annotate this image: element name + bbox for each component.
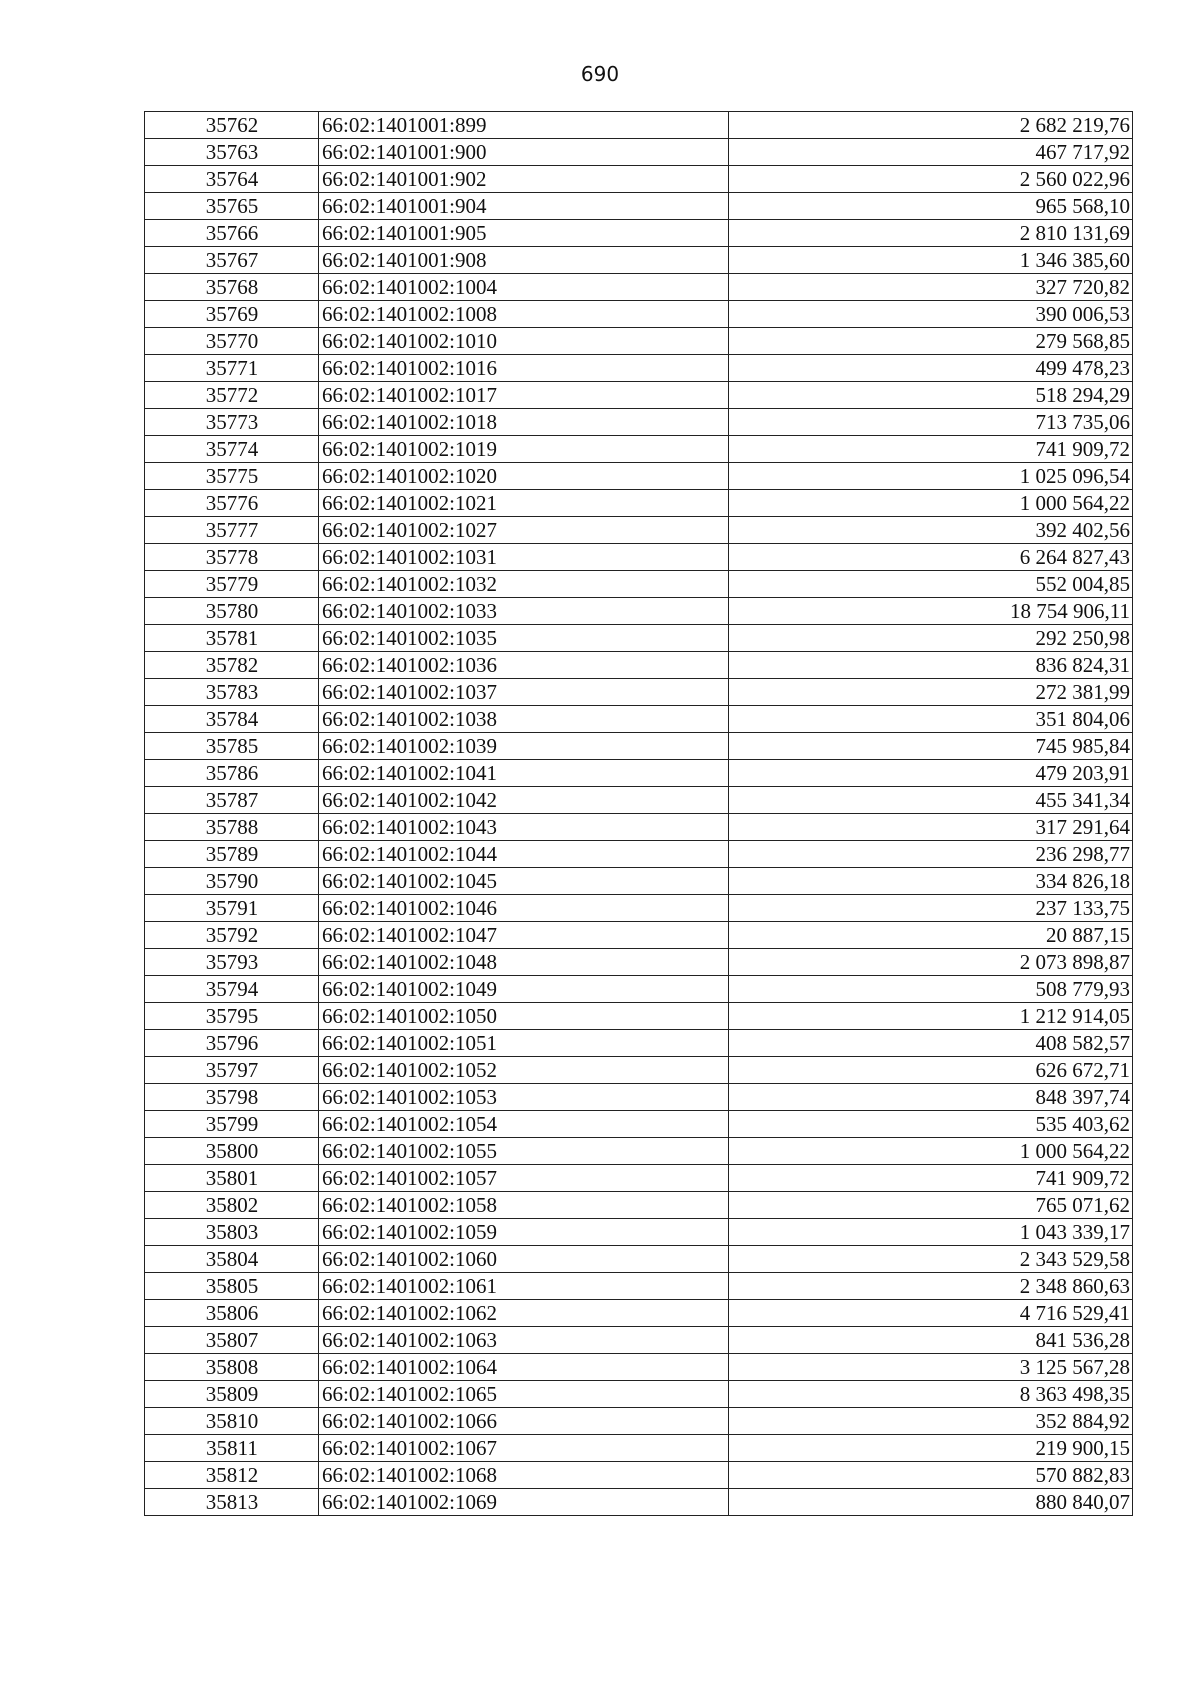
cadastral-value: 2 073 898,87 — [729, 949, 1133, 976]
cadastral-number: 66:02:1401002:1010 — [319, 328, 729, 355]
row-number: 35772 — [145, 382, 319, 409]
table-row — [145, 1489, 1133, 1516]
table-row — [145, 1381, 1133, 1408]
row-number: 35784 — [145, 706, 319, 733]
cadastral-value: 2 682 219,76 — [729, 112, 1133, 139]
row-number: 35792 — [145, 922, 319, 949]
cadastral-number: 66:02:1401002:1054 — [319, 1111, 729, 1138]
table-row — [145, 814, 1133, 841]
cadastral-value: 765 071,62 — [729, 1192, 1133, 1219]
cadastral-number: 66:02:1401002:1053 — [319, 1084, 729, 1111]
row-number: 35782 — [145, 652, 319, 679]
table-row — [145, 733, 1133, 760]
table-row — [145, 949, 1133, 976]
table-row — [145, 1030, 1133, 1057]
row-number: 35807 — [145, 1327, 319, 1354]
row-number: 35776 — [145, 490, 319, 517]
cadastral-value: 836 824,31 — [729, 652, 1133, 679]
table-row — [145, 436, 1133, 463]
table-row — [145, 1300, 1133, 1327]
cadastral-value: 1 000 564,22 — [729, 1138, 1133, 1165]
cadastral-number: 66:02:1401002:1069 — [319, 1489, 729, 1516]
table-row — [145, 301, 1133, 328]
row-number: 35771 — [145, 355, 319, 382]
row-number: 35767 — [145, 247, 319, 274]
row-number: 35808 — [145, 1354, 319, 1381]
cadastral-value: 1 025 096,54 — [729, 463, 1133, 490]
cadastral-value: 327 720,82 — [729, 274, 1133, 301]
cadastral-number: 66:02:1401002:1039 — [319, 733, 729, 760]
cadastral-number: 66:02:1401002:1065 — [319, 1381, 729, 1408]
cadastral-number: 66:02:1401002:1020 — [319, 463, 729, 490]
cadastral-number: 66:02:1401001:908 — [319, 247, 729, 274]
table-row — [145, 193, 1133, 220]
table-row — [145, 382, 1133, 409]
row-number: 35809 — [145, 1381, 319, 1408]
cadastral-number: 66:02:1401002:1032 — [319, 571, 729, 598]
cadastral-value-table — [144, 111, 1133, 1516]
table-row — [145, 1246, 1133, 1273]
cadastral-number: 66:02:1401002:1048 — [319, 949, 729, 976]
cadastral-value: 965 568,10 — [729, 193, 1133, 220]
cadastral-number: 66:02:1401002:1063 — [319, 1327, 729, 1354]
row-number: 35783 — [145, 679, 319, 706]
table-row — [145, 571, 1133, 598]
cadastral-value: 518 294,29 — [729, 382, 1133, 409]
cadastral-number: 66:02:1401002:1066 — [319, 1408, 729, 1435]
cadastral-number: 66:02:1401001:899 — [319, 112, 729, 139]
table-row — [145, 1327, 1133, 1354]
row-number: 35766 — [145, 220, 319, 247]
cadastral-number: 66:02:1401002:1064 — [319, 1354, 729, 1381]
table-row — [145, 112, 1133, 139]
table-row — [145, 166, 1133, 193]
cadastral-value: 219 900,15 — [729, 1435, 1133, 1462]
table-row — [145, 1408, 1133, 1435]
table-row — [145, 1462, 1133, 1489]
row-number: 35785 — [145, 733, 319, 760]
cadastral-number: 66:02:1401002:1041 — [319, 760, 729, 787]
row-number: 35794 — [145, 976, 319, 1003]
row-number: 35804 — [145, 1246, 319, 1273]
row-number: 35762 — [145, 112, 319, 139]
row-number: 35770 — [145, 328, 319, 355]
cadastral-number: 66:02:1401002:1038 — [319, 706, 729, 733]
row-number: 35781 — [145, 625, 319, 652]
cadastral-number: 66:02:1401002:1058 — [319, 1192, 729, 1219]
table-row — [145, 598, 1133, 625]
cadastral-number: 66:02:1401002:1037 — [319, 679, 729, 706]
cadastral-number: 66:02:1401002:1068 — [319, 1462, 729, 1489]
table-body — [145, 112, 1133, 1516]
row-number: 35769 — [145, 301, 319, 328]
cadastral-value: 499 478,23 — [729, 355, 1133, 382]
row-number: 35791 — [145, 895, 319, 922]
cadastral-number: 66:02:1401002:1059 — [319, 1219, 729, 1246]
row-number: 35774 — [145, 436, 319, 463]
cadastral-value: 317 291,64 — [729, 814, 1133, 841]
row-number: 35773 — [145, 409, 319, 436]
table-row — [145, 409, 1133, 436]
row-number: 35788 — [145, 814, 319, 841]
row-number: 35811 — [145, 1435, 319, 1462]
cadastral-number: 66:02:1401002:1019 — [319, 436, 729, 463]
cadastral-number: 66:02:1401002:1017 — [319, 382, 729, 409]
row-number: 35765 — [145, 193, 319, 220]
cadastral-number: 66:02:1401002:1043 — [319, 814, 729, 841]
cadastral-number: 66:02:1401002:1047 — [319, 922, 729, 949]
row-number: 35798 — [145, 1084, 319, 1111]
table-row — [145, 922, 1133, 949]
cadastral-number: 66:02:1401001:905 — [319, 220, 729, 247]
row-number: 35790 — [145, 868, 319, 895]
cadastral-value: 745 985,84 — [729, 733, 1133, 760]
table-row — [145, 517, 1133, 544]
table-row — [145, 625, 1133, 652]
cadastral-number: 66:02:1401002:1049 — [319, 976, 729, 1003]
cadastral-number: 66:02:1401002:1062 — [319, 1300, 729, 1327]
cadastral-value: 408 582,57 — [729, 1030, 1133, 1057]
cadastral-number: 66:02:1401002:1035 — [319, 625, 729, 652]
table-row — [145, 220, 1133, 247]
cadastral-number: 66:02:1401002:1027 — [319, 517, 729, 544]
table-row — [145, 760, 1133, 787]
row-number: 35787 — [145, 787, 319, 814]
page-number: 690 — [580, 62, 620, 86]
table-row — [145, 787, 1133, 814]
cadastral-number: 66:02:1401002:1060 — [319, 1246, 729, 1273]
cadastral-number: 66:02:1401002:1052 — [319, 1057, 729, 1084]
row-number: 35799 — [145, 1111, 319, 1138]
cadastral-value: 741 909,72 — [729, 436, 1133, 463]
cadastral-value: 841 536,28 — [729, 1327, 1133, 1354]
cadastral-number: 66:02:1401002:1031 — [319, 544, 729, 571]
cadastral-value: 848 397,74 — [729, 1084, 1133, 1111]
cadastral-value: 552 004,85 — [729, 571, 1133, 598]
cadastral-number: 66:02:1401002:1045 — [319, 868, 729, 895]
cadastral-number: 66:02:1401002:1055 — [319, 1138, 729, 1165]
cadastral-value: 2 810 131,69 — [729, 220, 1133, 247]
table-row — [145, 652, 1133, 679]
cadastral-number: 66:02:1401002:1067 — [319, 1435, 729, 1462]
row-number: 35805 — [145, 1273, 319, 1300]
row-number: 35780 — [145, 598, 319, 625]
row-number: 35768 — [145, 274, 319, 301]
table-row — [145, 544, 1133, 571]
row-number: 35775 — [145, 463, 319, 490]
row-number: 35793 — [145, 949, 319, 976]
row-number: 35796 — [145, 1030, 319, 1057]
cadastral-number: 66:02:1401002:1016 — [319, 355, 729, 382]
cadastral-value: 390 006,53 — [729, 301, 1133, 328]
row-number: 35800 — [145, 1138, 319, 1165]
table-row — [145, 1003, 1133, 1030]
cadastral-value: 292 250,98 — [729, 625, 1133, 652]
table-row — [145, 355, 1133, 382]
table-row — [145, 1138, 1133, 1165]
row-number: 35806 — [145, 1300, 319, 1327]
table-row — [145, 1354, 1133, 1381]
table-row — [145, 1084, 1133, 1111]
table-row — [145, 1219, 1133, 1246]
table-row — [145, 841, 1133, 868]
cadastral-value: 2 560 022,96 — [729, 166, 1133, 193]
row-number: 35777 — [145, 517, 319, 544]
cadastral-value: 352 884,92 — [729, 1408, 1133, 1435]
cadastral-value: 236 298,77 — [729, 841, 1133, 868]
row-number: 35764 — [145, 166, 319, 193]
cadastral-value: 2 343 529,58 — [729, 1246, 1133, 1273]
row-number: 35802 — [145, 1192, 319, 1219]
row-number: 35789 — [145, 841, 319, 868]
table-row — [145, 1273, 1133, 1300]
table-row — [145, 463, 1133, 490]
row-number: 35803 — [145, 1219, 319, 1246]
table-row — [145, 247, 1133, 274]
cadastral-number: 66:02:1401001:904 — [319, 193, 729, 220]
cadastral-value: 1 212 914,05 — [729, 1003, 1133, 1030]
cadastral-value: 535 403,62 — [729, 1111, 1133, 1138]
cadastral-number: 66:02:1401002:1044 — [319, 841, 729, 868]
cadastral-value: 334 826,18 — [729, 868, 1133, 895]
cadastral-number: 66:02:1401002:1008 — [319, 301, 729, 328]
table-row — [145, 1165, 1133, 1192]
table-row — [145, 1192, 1133, 1219]
cadastral-value: 6 264 827,43 — [729, 544, 1133, 571]
cadastral-number: 66:02:1401002:1033 — [319, 598, 729, 625]
table-row — [145, 679, 1133, 706]
table-row — [145, 1057, 1133, 1084]
cadastral-value: 4 716 529,41 — [729, 1300, 1133, 1327]
row-number: 35801 — [145, 1165, 319, 1192]
cadastral-value: 8 363 498,35 — [729, 1381, 1133, 1408]
cadastral-value: 237 133,75 — [729, 895, 1133, 922]
cadastral-value: 351 804,06 — [729, 706, 1133, 733]
cadastral-value: 272 381,99 — [729, 679, 1133, 706]
table-row — [145, 706, 1133, 733]
cadastral-number: 66:02:1401002:1051 — [319, 1030, 729, 1057]
cadastral-number: 66:02:1401002:1036 — [319, 652, 729, 679]
row-number: 35812 — [145, 1462, 319, 1489]
table-row — [145, 1111, 1133, 1138]
table-row — [145, 895, 1133, 922]
cadastral-value: 467 717,92 — [729, 139, 1133, 166]
table-row — [145, 868, 1133, 895]
cadastral-number: 66:02:1401002:1018 — [319, 409, 729, 436]
cadastral-value: 626 672,71 — [729, 1057, 1133, 1084]
row-number: 35779 — [145, 571, 319, 598]
cadastral-value: 713 735,06 — [729, 409, 1133, 436]
cadastral-value: 1 346 385,60 — [729, 247, 1133, 274]
cadastral-number: 66:02:1401001:902 — [319, 166, 729, 193]
cadastral-value: 3 125 567,28 — [729, 1354, 1133, 1381]
table-row — [145, 976, 1133, 1003]
cadastral-value: 1 000 564,22 — [729, 490, 1133, 517]
cadastral-number: 66:02:1401001:900 — [319, 139, 729, 166]
row-number: 35763 — [145, 139, 319, 166]
table-row — [145, 490, 1133, 517]
table-row — [145, 274, 1133, 301]
cadastral-value: 2 348 860,63 — [729, 1273, 1133, 1300]
cadastral-value: 741 909,72 — [729, 1165, 1133, 1192]
cadastral-value: 508 779,93 — [729, 976, 1133, 1003]
cadastral-value: 392 402,56 — [729, 517, 1133, 544]
table-row — [145, 328, 1133, 355]
cadastral-value: 18 754 906,11 — [729, 598, 1133, 625]
row-number: 35813 — [145, 1489, 319, 1516]
cadastral-value: 479 203,91 — [729, 760, 1133, 787]
cadastral-number: 66:02:1401002:1046 — [319, 895, 729, 922]
cadastral-number: 66:02:1401002:1042 — [319, 787, 729, 814]
cadastral-value: 20 887,15 — [729, 922, 1133, 949]
cadastral-number: 66:02:1401002:1061 — [319, 1273, 729, 1300]
cadastral-number: 66:02:1401002:1004 — [319, 274, 729, 301]
cadastral-number: 66:02:1401002:1057 — [319, 1165, 729, 1192]
row-number: 35797 — [145, 1057, 319, 1084]
cadastral-value: 880 840,07 — [729, 1489, 1133, 1516]
cadastral-value: 1 043 339,17 — [729, 1219, 1133, 1246]
table-row — [145, 1435, 1133, 1462]
cadastral-value: 570 882,83 — [729, 1462, 1133, 1489]
row-number: 35786 — [145, 760, 319, 787]
cadastral-number: 66:02:1401002:1021 — [319, 490, 729, 517]
row-number: 35810 — [145, 1408, 319, 1435]
row-number: 35795 — [145, 1003, 319, 1030]
row-number: 35778 — [145, 544, 319, 571]
cadastral-number: 66:02:1401002:1050 — [319, 1003, 729, 1030]
table-row — [145, 139, 1133, 166]
cadastral-value: 455 341,34 — [729, 787, 1133, 814]
cadastral-value: 279 568,85 — [729, 328, 1133, 355]
